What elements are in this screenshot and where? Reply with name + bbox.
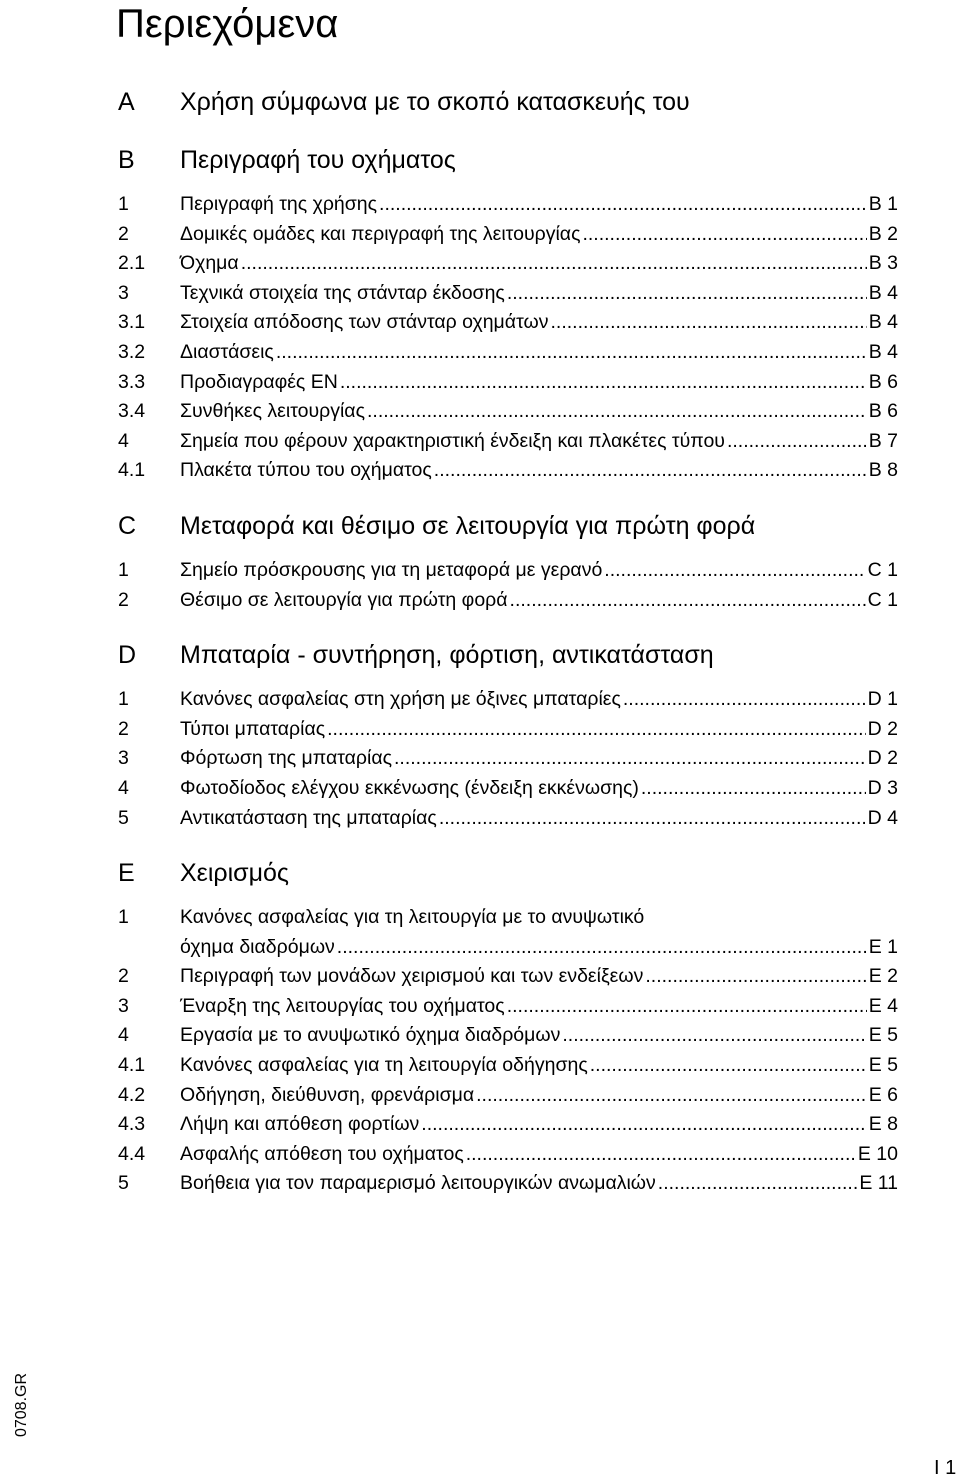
entry-number: 3 [118, 281, 129, 304]
entry-number: 3.3 [118, 370, 146, 393]
toc-entry[interactable] [118, 962, 898, 992]
entry-number: 1 [118, 906, 129, 929]
entry-page: E 6 [868, 1083, 898, 1106]
toc-entry[interactable] [118, 427, 898, 457]
entry-number: 3 [118, 994, 129, 1017]
entry-title: Σημείο πρόσκρουσης για τη μεταφορά με γερανό [180, 558, 603, 581]
entry-body [180, 744, 898, 774]
entry-number: 1 [118, 688, 129, 711]
section-letter: E [118, 859, 135, 888]
dot-leader [340, 368, 867, 398]
entry-page: E 11 [859, 1172, 898, 1195]
entry-number: 4 [118, 1024, 129, 1047]
entry-page: B 2 [868, 222, 898, 245]
entry-number: 1 [118, 193, 129, 215]
entry-title: Συνθήκες λειτουργίας [180, 400, 365, 423]
entry-page: C 1 [867, 558, 898, 581]
entry-number: 4 [118, 776, 129, 799]
entry-number: 4.1 [118, 459, 146, 482]
dot-leader [562, 1021, 866, 1051]
toc-entry[interactable] [118, 903, 898, 962]
toc-entry[interactable] [118, 249, 898, 279]
entry-title: Περιγραφή των μονάδων χειρισμού και των ενδείξεων [180, 965, 644, 988]
page-number: I 1 [934, 1457, 957, 1479]
dot-leader [367, 397, 867, 427]
toc-entry[interactable] [118, 397, 898, 427]
entry-body [180, 586, 898, 616]
dot-leader [421, 1110, 866, 1140]
dot-leader [590, 1051, 867, 1081]
entry-body [180, 427, 898, 457]
entry-body [180, 249, 898, 279]
section-title: Περιγραφή του οχήματος [180, 146, 456, 174]
dot-leader [507, 992, 867, 1022]
dot-leader [337, 933, 867, 963]
entry-number: 3 [118, 747, 129, 770]
entry-page: B 6 [868, 370, 898, 393]
entry-title: Όχημα [180, 252, 239, 275]
entry-body [180, 962, 898, 992]
section-heading[interactable] [118, 637, 898, 673]
section-letter: D [118, 641, 137, 670]
toc-entry[interactable] [118, 190, 898, 220]
entry-title: Τύποι μπαταρίας [180, 717, 326, 740]
entry-body [180, 1081, 898, 1111]
entry-number: 2 [118, 965, 129, 988]
entry-title: Έναρξη της λειτουργίας του οχήματος [180, 994, 505, 1017]
toc-entry[interactable] [118, 308, 898, 338]
entry-title: Δομικές ομάδες και περιγραφή της λειτουργίας [180, 222, 581, 245]
toc-entry[interactable] [118, 1081, 898, 1111]
entry-page: E 8 [868, 1113, 898, 1136]
section-letter: C [118, 511, 137, 540]
entry-body [180, 715, 898, 745]
entry-page: D 1 [867, 688, 898, 711]
dot-leader [623, 685, 866, 715]
toc-entry[interactable] [118, 1051, 898, 1081]
entry-page: D 4 [867, 806, 898, 829]
page-title: Περιεχόμενα [116, 2, 339, 46]
section-letter: B [118, 146, 135, 174]
entry-page: B 8 [868, 459, 898, 482]
entry-page: E 10 [857, 1142, 898, 1165]
section-heading[interactable] [118, 855, 898, 891]
entry-title: Ασφαλής απόθεση του οχήματος [180, 1142, 464, 1165]
toc-entry[interactable] [118, 338, 898, 368]
entry-page: B 1 [868, 193, 898, 215]
entry-page: B 4 [868, 281, 898, 304]
toc-entry[interactable] [118, 1169, 898, 1199]
entry-title: Θέσιμο σε λειτουργία για πρώτη φορά [180, 588, 508, 611]
section-heading[interactable] [118, 84, 898, 120]
entry-number: 2 [118, 717, 129, 740]
entry-body [180, 1169, 898, 1199]
entry-title: Διαστάσεις [180, 340, 274, 363]
dot-leader [582, 220, 866, 250]
entry-body [180, 774, 898, 804]
dot-leader [510, 586, 866, 616]
entry-title: Εργασία με το ανυψωτικό όχημα διαδρόμων [180, 1024, 561, 1047]
dot-leader [604, 556, 865, 586]
dot-leader [434, 456, 867, 486]
entry-body [180, 992, 898, 1022]
section-heading[interactable] [118, 508, 898, 544]
entry-body [180, 397, 898, 427]
entry-title: Αντικατάσταση της μπαταρίας [180, 806, 437, 829]
entry-page: B 7 [868, 429, 898, 452]
entry-body [180, 190, 898, 220]
toc-entry[interactable] [118, 1140, 898, 1170]
entry-page: E 2 [868, 965, 898, 988]
toc-entry[interactable] [118, 1021, 898, 1051]
document-code-text: 0708.GR [13, 1372, 30, 1438]
entry-title: Προδιαγραφές EN [180, 370, 338, 393]
entry-title: Σημεία που φέρουν χαρακτηριστική ένδειξη και πλακέτες τύπου [180, 429, 725, 452]
entry-body [180, 368, 898, 398]
entry-title: Πλακέτα τύπου του οχήματος [180, 459, 432, 482]
entry-title-line: Κανόνες ασφαλείας για τη λειτουργία με το ανυψωτικό [180, 906, 645, 929]
entry-page: E 5 [868, 1024, 898, 1047]
dot-leader [276, 338, 867, 368]
entry-number: 1 [118, 558, 129, 581]
toc-entry[interactable] [118, 279, 898, 309]
entry-page: E 4 [868, 994, 898, 1017]
entry-number: 2 [118, 222, 129, 245]
entry-title: Λήψη και απόθεση φορτίων [180, 1113, 420, 1136]
entry-page: D 2 [867, 747, 898, 770]
toc-entry[interactable] [118, 368, 898, 398]
entry-title: Οδήγηση, διεύθυνση, φρενάρισμα [180, 1083, 475, 1106]
entry-number: 5 [118, 806, 129, 829]
entry-number: 2.1 [118, 252, 146, 275]
entry-body [180, 1051, 898, 1081]
dot-leader [550, 308, 866, 338]
entry-number: 4.2 [118, 1083, 146, 1106]
entry-number: 3.4 [118, 400, 146, 423]
toc-entry[interactable] [118, 774, 898, 804]
section-heading[interactable] [118, 142, 898, 178]
entry-body [180, 804, 898, 834]
toc-entry[interactable] [118, 456, 898, 486]
entry-number: 5 [118, 1172, 129, 1195]
dot-leader [507, 279, 867, 309]
entry-number: 4.3 [118, 1113, 146, 1136]
entry-title: Τεχνικά στοιχεία της στάνταρ έκδοσης [180, 281, 505, 304]
dot-leader [327, 715, 866, 745]
entry-page: C 1 [867, 588, 898, 611]
dot-leader [439, 804, 866, 834]
toc-entry[interactable] [118, 715, 898, 745]
toc-entry[interactable] [118, 556, 898, 586]
section-title: Μεταφορά και θέσιμο σε λειτουργία για πρώτη φορά [180, 511, 756, 540]
entry-body [180, 279, 898, 309]
entry-page: E 1 [868, 935, 898, 958]
dot-leader [727, 427, 867, 457]
entry-page: B 3 [868, 252, 898, 275]
document-code [10, 1360, 34, 1450]
dot-leader [641, 774, 866, 804]
entry-body [180, 1140, 898, 1170]
entry-body [180, 456, 898, 486]
entry-title: Βοήθεια για τον παραμερισμό λειτουργικών ανωμαλιών [180, 1172, 656, 1195]
toc-entry[interactable] [118, 1110, 898, 1140]
entry-title: Κανόνες ασφαλείας για τη λειτουργία οδήγησης [180, 1054, 588, 1077]
toc-entry[interactable] [118, 744, 898, 774]
dot-leader [241, 249, 867, 279]
entry-body [180, 1021, 898, 1051]
entry-number: 4 [118, 429, 129, 452]
entry-body [180, 308, 898, 338]
table-of-contents [118, 84, 898, 1199]
toc-entry[interactable] [118, 992, 898, 1022]
entry-number: 4.1 [118, 1054, 146, 1077]
toc-entry[interactable] [118, 586, 898, 616]
section-title: Χρήση σύμφωνα με το σκοπό κατασκευής του [180, 88, 690, 116]
entry-body [180, 903, 898, 962]
toc-entry[interactable] [118, 220, 898, 250]
entry-body [180, 338, 898, 368]
entry-title: Στοιχεία απόδοσης των στάνταρ οχημάτων [180, 311, 549, 334]
dot-leader [645, 962, 866, 992]
section-title: Μπαταρία - συντήρηση, φόρτιση, αντικατάσταση [180, 641, 714, 670]
entry-page: D 2 [867, 717, 898, 740]
entry-body [180, 220, 898, 250]
entry-title: όχημα διαδρόμων [180, 935, 335, 958]
entry-title: Κανόνες ασφαλείας στη χρήση με όξινες μπαταρίες [180, 688, 621, 711]
entry-number: 3.2 [118, 340, 146, 363]
entry-number: 4.4 [118, 1142, 146, 1165]
entry-page: E 5 [868, 1054, 898, 1077]
entry-page: B 4 [868, 340, 898, 363]
entry-page: B 4 [868, 311, 898, 334]
entry-title: Φωτοδίοδος ελέγχου εκκένωσης (ένδειξη εκκένωσης) [180, 776, 639, 799]
entry-title: Φόρτωση της μπαταρίας [180, 747, 393, 770]
toc-entry[interactable] [118, 685, 898, 715]
dot-leader [379, 190, 867, 220]
entry-page: D 3 [867, 776, 898, 799]
entry-body [180, 1110, 898, 1140]
entry-body [180, 685, 898, 715]
toc-entry[interactable] [118, 804, 898, 834]
entry-number: 2 [118, 588, 129, 611]
entry-title-line [180, 933, 898, 963]
entry-page: B 6 [868, 400, 898, 423]
dot-leader [476, 1081, 867, 1111]
entry-number: 3.1 [118, 311, 146, 334]
section-letter: A [118, 88, 135, 116]
section-title: Χειρισμός [180, 859, 289, 888]
entry-body [180, 556, 898, 586]
dot-leader [394, 744, 866, 774]
entry-title: Περιγραφή της χρήσης [180, 193, 378, 215]
dot-leader [466, 1140, 856, 1170]
dot-leader [658, 1169, 858, 1199]
